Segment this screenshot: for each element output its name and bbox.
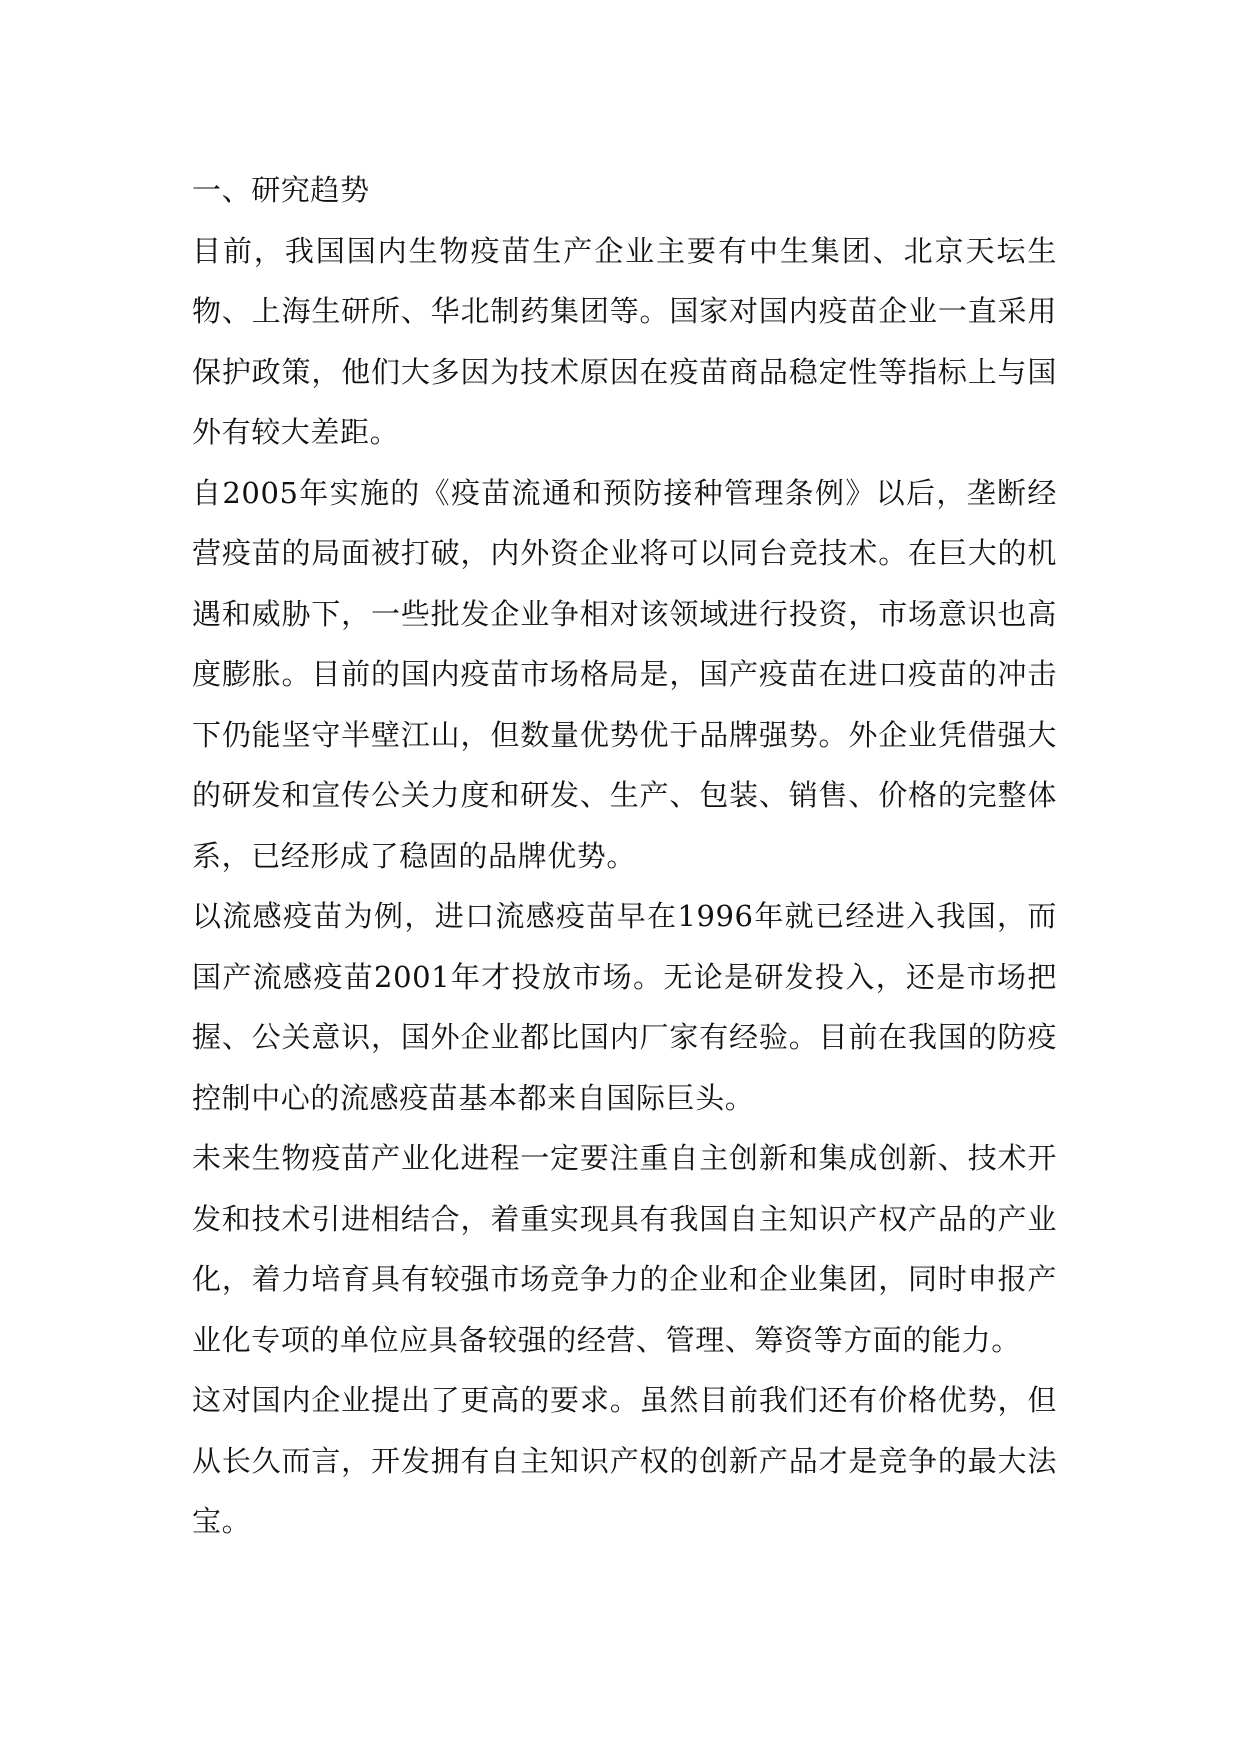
paragraph-industrialization: 未来生物疫苗产业化进程一定要注重自主创新和集成创新、技术开发和技术引进相结合，着重实现具有我国自主知识产权产品的产业化，着力培育具有较强市场竞争力的企业和企业集团，同时申报产业化专项的单位应具备较强的经营、管理、筹资等方面的能力。 [192, 1141, 1057, 1357]
document-body [192, 160, 1057, 1552]
section-heading: 一、研究趋势 [192, 173, 370, 207]
paragraph-domestic-producers: 目前，我国国内生物疫苗生产企业主要有中生集团、北京天坛生物、上海生研所、华北制药集团等。国家对国内疫苗企业一直采用保护政策，他们大多因为技术原因在疫苗商品稳定性等指标上与国外有较大差距。 [192, 233, 1057, 449]
paragraph-flu-vaccine-example: 以流感疫苗为例，进口流感疫苗早在1996年就已经进入我国，而国产流感疫苗2001年才投放市场。无论是研发投入，还是市场把握、公关意识，国外企业都比国内厂家有经验。目前在我国的防疫控制中心的流感疫苗基本都来自国际巨头。 [192, 899, 1057, 1115]
paragraph-market-opening: 自2005年实施的《疫苗流通和预防接种管理条例》以后，垄断经营疫苗的局面被打破，内外资企业将可以同台竞技术。在巨大的机遇和威胁下，一些批发企业争相对该领域进行投资，市场意识也高度膨胀。目前的国内疫苗市场格局是，国产疫苗在进口疫苗的冲击下仍能坚守半壁江山，但数量优势优于品牌强势。外企业凭借强大的研发和宣传公关力度和研发、生产、包装、销售、价格的完整体系，已经形成了稳固的品牌优势。 [192, 475, 1057, 873]
paragraph-conclusion: 这对国内企业提出了更高的要求。虽然目前我们还有价格优势，但从长久而言，开发拥有自主知识产权的创新产品才是竞争的最大法宝。 [192, 1383, 1057, 1538]
